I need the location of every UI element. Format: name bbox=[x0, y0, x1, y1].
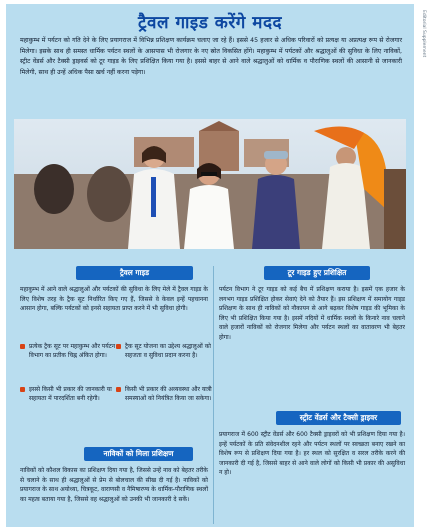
article-page bbox=[6, 4, 414, 527]
bullet-text: इससे किसी भी प्रकार की जानकारी या सहायता में पारदर्शिता बनी रहेगी। bbox=[29, 386, 112, 403]
tour-guide-heading: टूर गाइड हुए प्रशिक्षित bbox=[264, 266, 370, 280]
bullet-text: किसी भी प्रकार की अव्यवस्था और यात्री समस्याओं को नियंत्रित किया जा सकेगा। bbox=[125, 386, 212, 403]
side-margin bbox=[418, 4, 426, 527]
travel-guide-bullet-3 bbox=[20, 385, 117, 404]
bullet-marker-icon bbox=[20, 344, 25, 349]
pilgrims-photo bbox=[14, 119, 406, 249]
photo-illustration bbox=[14, 119, 406, 249]
bullet-text: ट्रैक सूट योजना का उद्देश्य श्रद्धालुओं को सहजता व सुविधा प्रदान करना है। bbox=[125, 343, 211, 360]
travel-guide-heading: ट्रैवल गाइड bbox=[76, 266, 193, 280]
intro-paragraph: महाकुम्भ में पर्यटन को गति देने के लिए प्रयागराज में विभिन्न प्रशिक्षण कार्यक्रम चलाए जा रहे हैं। इससे 45 हजार से अधिक परिवारों को प्रत्यक्ष या अप्रत्यक्ष रूप से रोजगार मिलेगा। इसके साथ ही समस्त धार्मिक पर्यटन स्थलों के आसपास भी रोजगार के नए स्रोत विकसित होंगे। महाकुम्भ में पर्यटकों और श्रद्धालुओं की सुविधा के लिए नाविकों, स्ट्रीट वेंडर्स और टैक्सी ड्राइवर्स को टूर गाइड के लिए प्रशिक्षित किया गया है। इससे बाहर से आने वाले श्रद्धालुओं को धार्मिक व पौराणिक स्थलों की आसानी से जानकारी मिलेगी, साथ ही उन्हें अधिक पैसा खर्च नहीं करना पड़ेगा। bbox=[20, 37, 402, 76]
boatmen-heading: नाविकों को मिला प्रशिक्षण bbox=[84, 447, 193, 461]
travel-guide-bullet-4 bbox=[116, 385, 217, 404]
boatmen-text: नाविकों को कौशल विकास का प्रशिक्षण दिया गया है, जिससे उन्हें नाव को बेहतर तरीके से चलाने के साथ ही श्रद्धालुओं से प्रेम से बोलचाल की सीख दी गई है। नाविकों को प्रयागराज के साथ अयोध्या, चित्रकूट, वाराणसी व नैमिषारण्य के धार्मिक-पौराणिक स्थलों का महत्व बताया गया है, जिससे वह श्रद्धालुओं को उनकी भी जानकारी दे सकें। bbox=[20, 467, 208, 503]
bullet-text: प्रत्येक ट्रैक सूट पर महाकुम्भ और पर्यटन विभाग का प्रतीक चिह्न अंकित होगा। bbox=[29, 343, 116, 360]
travel-guide-bullet-2 bbox=[116, 342, 217, 361]
travel-guide-text: महाकुम्भ में आने वाले श्रद्धालुओं और पर्यटकों की सुविधा के लिए मेले में ट्रैवल गाइड के लिए विशेष तरह के ट्रैक सूट निर्धारित किए गए हैं, जिससे वे केवल इन्हें पहचानना आसान होगा, बल्कि पर्यटकों को इनसे सहायता प्राप्त करने में भी सुविधा होगी। bbox=[20, 286, 208, 313]
page-title: ट्रैवल गाइड करेंगे मदद bbox=[137, 13, 283, 33]
bullet-marker-icon bbox=[116, 387, 121, 392]
tour-guide-text: पर्यटन विभाग ने टूर गाइड को कई बैच में प्रशिक्षण कराया है। इसमें एक हजार के लगभग गाइड प्रशिक्षित होकर सेवाएं देने को तैयार हैं। इस प्रशिक्षण में समायोग गाइड प्रशिक्षण के साथ ही नाविकों को नौकायन से आगे बढ़कर विशेष गाइड की भूमिका के लिए भी प्रशिक्षित किया गया है। इसमें नदियों में धार्मिक स्थलों के किनारे नाव चलाने वाले हजारों नाविकों को रोजगार मिलेगा और पर्यटन स्थलों का वातावरण भी बेहतर होगा। bbox=[219, 286, 405, 341]
side-label: Editorial Supplement bbox=[421, 10, 426, 58]
travel-guide-bullet-1 bbox=[20, 342, 117, 361]
vendors-text: प्रयागराज में 600 स्ट्रीट वेंडर्स और 600 टैक्सी ड्राइवरों को भी प्रशिक्षण दिया गया है। इन्हें पर्यटकों के प्रति संवेदनशील रहने और पर्यटन स्थलों पर स्वच्छता बनाए रखने का विशेष रूप से प्रशिक्षण दिया गया है। हर स्थल को सुरक्षित व सरल तरीके करने की जानकारी दी गई है, जिससे बाहर से आने वाले लोगों को किसी भी प्रकार की असुविधा न हो। bbox=[219, 431, 405, 477]
vendors-heading: स्ट्रीट वेंडर्स और टैक्सी ड्राइवर bbox=[276, 411, 401, 425]
bullet-marker-icon bbox=[116, 344, 121, 349]
bullet-marker-icon bbox=[20, 387, 25, 392]
